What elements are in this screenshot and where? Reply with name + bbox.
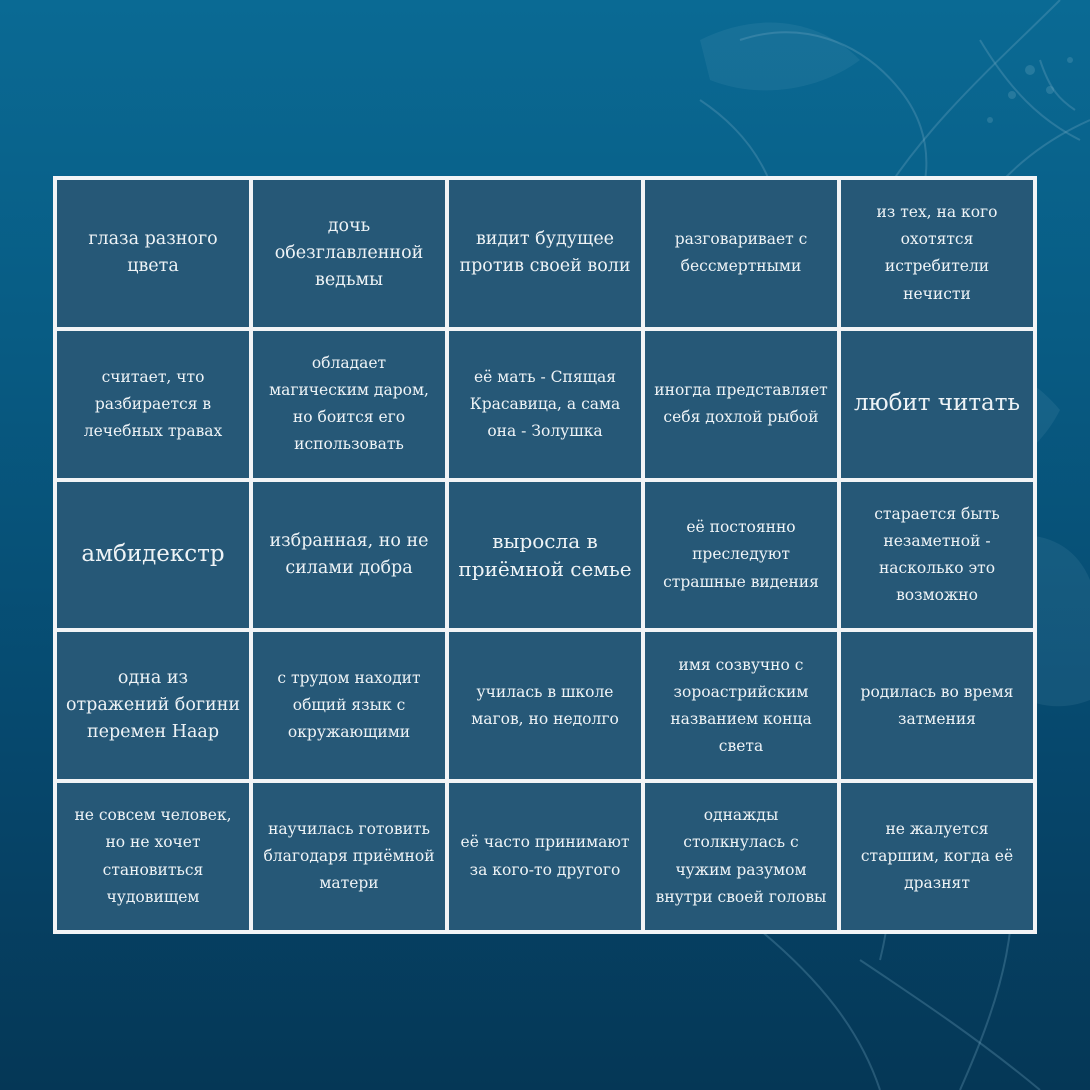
- bingo-cell[interactable]: её часто принимают за кого-то другого: [449, 783, 641, 930]
- bingo-cell[interactable]: однажды столкнулась с чужим разумом внутри своей головы: [645, 783, 837, 930]
- bingo-cell[interactable]: старается быть незаметной - насколько это возможно: [841, 482, 1033, 629]
- bingo-cell[interactable]: одна из отражений богини перемен Наар: [57, 632, 249, 779]
- bingo-cell[interactable]: её мать - Спящая Красавица, а сама она - Золушка: [449, 331, 641, 478]
- bingo-cell[interactable]: научилась готовить благодаря приёмной матери: [253, 783, 445, 930]
- bingo-cell[interactable]: видит будущее против своей воли: [449, 180, 641, 327]
- bingo-cell[interactable]: родилась во время затмения: [841, 632, 1033, 779]
- bingo-cell[interactable]: глаза разного цвета: [57, 180, 249, 327]
- bingo-cell[interactable]: обладает магическим даром, но боится его использовать: [253, 331, 445, 478]
- bingo-cell[interactable]: дочь обезглавленной ведьмы: [253, 180, 445, 327]
- bingo-cell[interactable]: не совсем человек, но не хочет становиться чудовищем: [57, 783, 249, 930]
- bingo-cell[interactable]: разговаривает с бессмертными: [645, 180, 837, 327]
- bingo-cell[interactable]: училась в школе магов, но недолго: [449, 632, 641, 779]
- bingo-cell[interactable]: не жалуется старшим, когда её дразнят: [841, 783, 1033, 930]
- bingo-cell[interactable]: её постоянно преследуют страшные видения: [645, 482, 837, 629]
- bingo-cell[interactable]: амбидекстр: [57, 482, 249, 629]
- bingo-cell[interactable]: из тех, на кого охотятся истребители нечисти: [841, 180, 1033, 327]
- bingo-cell[interactable]: имя созвучно с зороастрийским названием конца света: [645, 632, 837, 779]
- bingo-cell[interactable]: любит читать: [841, 331, 1033, 478]
- bingo-cell[interactable]: с трудом находит общий язык с окружающими: [253, 632, 445, 779]
- bingo-cell[interactable]: избранная, но не силами добра: [253, 482, 445, 629]
- bingo-cell[interactable]: выросла в приёмной семье: [449, 482, 641, 629]
- bingo-cell[interactable]: иногда представляет себя дохлой рыбой: [645, 331, 837, 478]
- bingo-cell[interactable]: считает, что разбирается в лечебных травах: [57, 331, 249, 478]
- bingo-grid: [53, 176, 1037, 934]
